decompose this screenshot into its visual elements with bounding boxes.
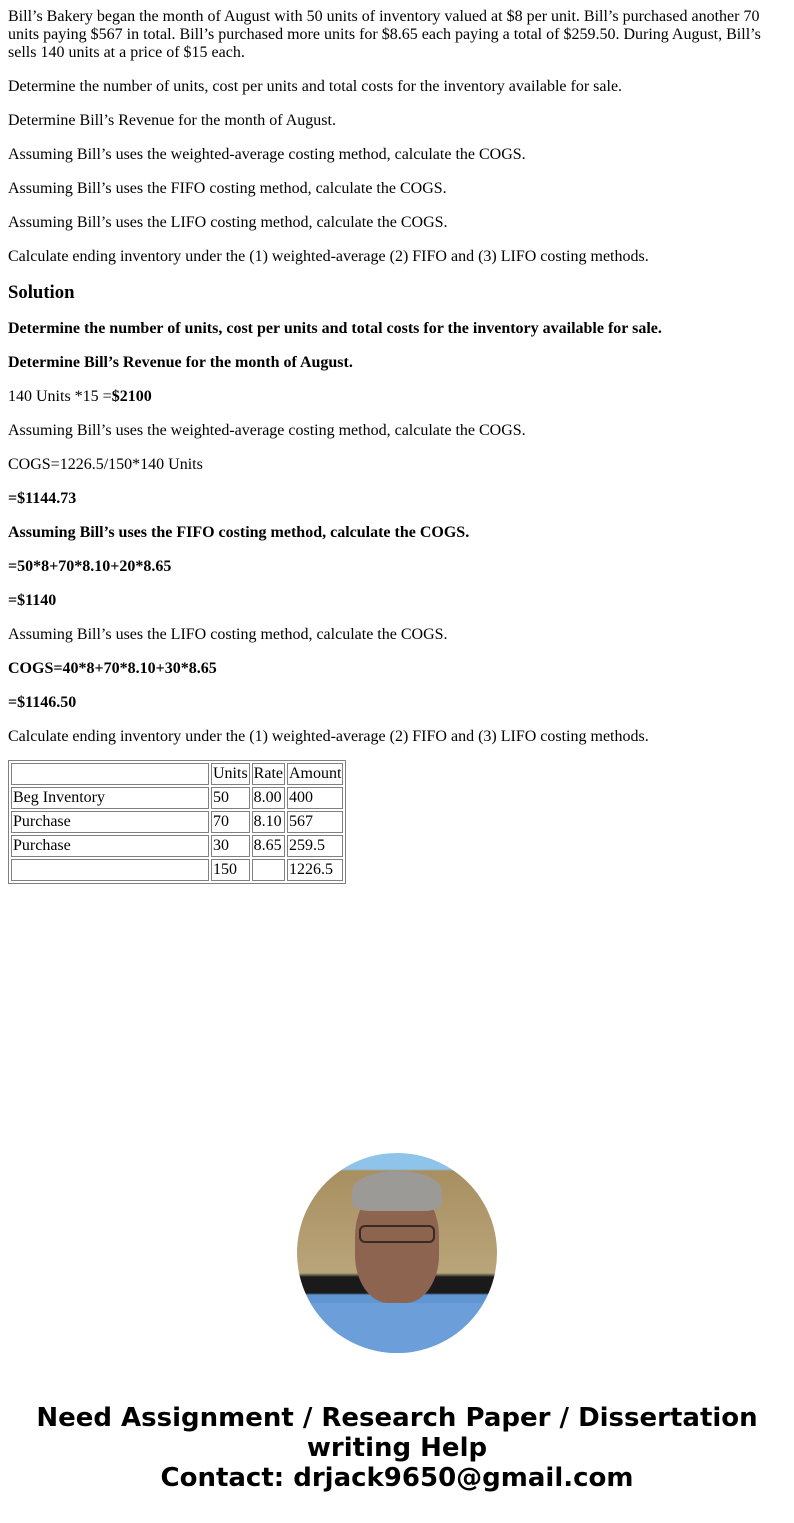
solution-step-2: Determine Bill’s Revenue for the month of August.	[8, 354, 353, 371]
lifo-title: Assuming Bill’s uses the LIFO costing method, calculate the COGS.	[8, 626, 448, 643]
table-cell: Beg Inventory	[11, 787, 209, 809]
table-cell: Purchase	[11, 835, 209, 857]
footer-line-2: writing Help	[306, 1433, 488, 1463]
table-cell: 8.10	[252, 811, 285, 833]
table-total-row	[11, 859, 343, 881]
table-cell: 50	[211, 787, 250, 809]
lifo-result: =$1146.50	[8, 694, 77, 711]
question-intro: Bill’s Bakery began the month of August with 50 units of inventory valued at $8 per unit. Bill’s purchased another 70 units paying $567 in total. Bill’s purchased more units for $8.65 each paying a total of $259.50. During August, Bill’s sells 140 units at a price of $15 each.	[8, 8, 761, 61]
table-row	[11, 811, 343, 833]
table-cell: Purchase	[11, 811, 209, 833]
table-cell: 70	[211, 811, 250, 833]
table-row	[11, 787, 343, 809]
task-4: Assuming Bill’s uses the FIFO costing method, calculate the COGS.	[8, 180, 447, 197]
table-cell: 8.00	[252, 787, 285, 809]
fifo-title: Assuming Bill’s uses the FIFO costing method, calculate the COGS.	[8, 524, 470, 541]
table-header-row	[11, 763, 343, 785]
task-5: Assuming Bill’s uses the LIFO costing method, calculate the COGS.	[8, 214, 448, 231]
revenue-value: $2100	[111, 388, 152, 405]
revenue-line	[8, 388, 786, 406]
ending-title: Calculate ending inventory under the (1) weighted-average (2) FIFO and (3) LIFO costing methods.	[8, 728, 649, 745]
table-cell: 30	[211, 835, 250, 857]
table-header: Rate	[252, 763, 285, 785]
wa-result: =$1144.73	[8, 490, 77, 507]
contact-footer	[0, 1403, 794, 1493]
solution-heading: Solution	[8, 282, 75, 303]
table-header: Units	[211, 763, 250, 785]
lifo-formula: COGS=40*8+70*8.10+30*8.65	[8, 660, 217, 677]
inventory-table	[8, 760, 346, 884]
revenue-formula: 140 Units *15 =	[8, 388, 112, 405]
task-6: Calculate ending inventory under the (1) weighted-average (2) FIFO and (3) LIFO costing methods.	[8, 248, 649, 265]
table-header: Amount	[287, 763, 343, 785]
solution-step-1: Determine the number of units, cost per units and total costs for the inventory available for sale.	[8, 320, 662, 337]
table-cell	[252, 859, 285, 881]
table-cell: 1226.5	[287, 859, 343, 881]
photo-hair	[352, 1171, 442, 1211]
task-1: Determine the number of units, cost per units and total costs for the inventory available for sale.	[8, 78, 623, 95]
table-cell: 400	[287, 787, 343, 809]
photo-glasses	[359, 1225, 435, 1243]
table-header	[11, 763, 209, 785]
table-cell: 567	[287, 811, 343, 833]
footer-line-1: Need Assignment / Research Paper / Dissertation	[36, 1403, 758, 1433]
table-cell: 8.65	[252, 835, 285, 857]
author-photo	[297, 1153, 497, 1353]
wa-title: Assuming Bill’s uses the weighted-average costing method, calculate the COGS.	[8, 422, 526, 439]
wa-formula: COGS=1226.5/150*140 Units	[8, 456, 203, 473]
table-cell: 259.5	[287, 835, 343, 857]
photo-shirt	[297, 1303, 497, 1353]
table-cell: 150	[211, 859, 250, 881]
table-row	[11, 835, 343, 857]
footer-contact: Contact: drjack9650@gmail.com	[160, 1463, 634, 1493]
task-2: Determine Bill’s Revenue for the month of August.	[8, 112, 336, 129]
task-3: Assuming Bill’s uses the weighted-average costing method, calculate the COGS.	[8, 146, 526, 163]
fifo-result: =$1140	[8, 592, 57, 609]
fifo-formula: =50*8+70*8.10+20*8.65	[8, 558, 172, 575]
table-cell	[11, 859, 209, 881]
